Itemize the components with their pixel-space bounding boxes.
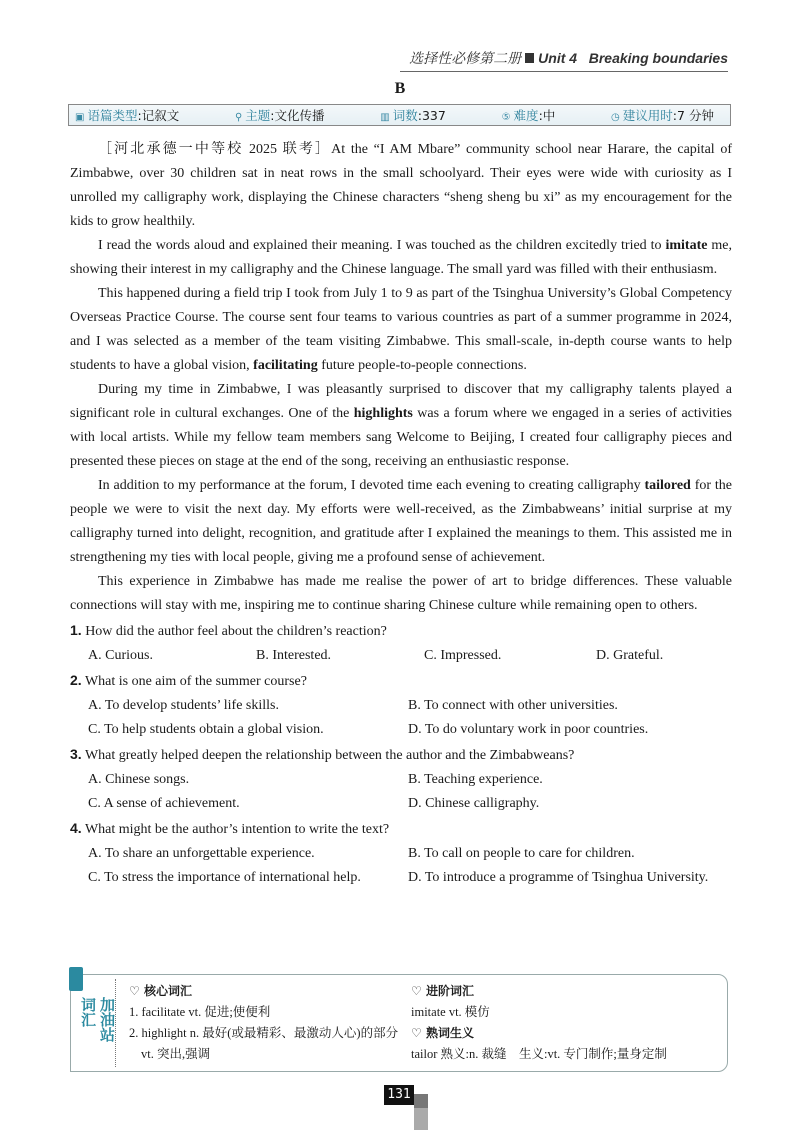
text: for the people we were to visit the next day. My efforts were well-received, as the Zimbabweans’ initial surprise at my calligraphy turned into delight, recognition, and gratitude after I explained the meanings to them. This assisted me in strengthening my ties with local people, giving me a profound sense of achievement. — [70, 478, 732, 565]
text: This experience in Zimbabwe has made me realise the power of art to bridge differences. These valuable connections will stay with me, inspiring me to continue sharing Chinese culture while remaining open to others. — [70, 574, 732, 613]
option: A. To develop students’ life skills. — [88, 698, 279, 713]
familiar-title: 熟词生义 — [425, 1026, 474, 1040]
info-value: 7 分钟 — [677, 108, 714, 123]
text: ［河北承德一中等校 2025 联考］At the “I AM Mbare” community school near Harare, the capital of Zimbabwe, over 30 children sat in neat rows in the small schoolyard. Their eyes were wide with curiosity as I unrolled my calligraphy work, displaying the Chinese characters “sheng sheng bu xi” as my encouragement for the kids to grow healthily. — [70, 142, 732, 229]
paragraph — [70, 234, 732, 282]
option: B. Interested. — [256, 648, 332, 663]
text: future people-to-people connections. — [317, 358, 527, 373]
bookmark-icon — [69, 967, 83, 991]
text: was a forum where we engaged in a series of activities with local artists. While my fellow team members sang Welcome to Beijing, I created four calligraphy pieces and presented these pieces on stage at the end of the song, receiving an enthusiastic response. — [70, 406, 732, 469]
heart-icon: ♡ — [411, 1026, 426, 1040]
question-number: 4. — [70, 820, 82, 836]
option: C. To stress the importance of international help. — [88, 870, 361, 885]
text: me, showing their interest in my calligraphy and the Chinese language. The small yard was filled with their enthusiasm. — [70, 238, 733, 277]
option: A. Curious. — [88, 648, 153, 663]
option: D. Chinese calligraphy. — [408, 796, 540, 811]
running-header — [400, 48, 728, 72]
info-value: 记叙文 — [141, 108, 180, 123]
core-title: 核心词汇 — [143, 984, 192, 998]
question-number: 1. — [70, 622, 82, 638]
divider — [115, 979, 116, 1067]
core-vocab — [129, 981, 398, 1065]
options — [70, 644, 732, 668]
text: In addition to my performance at the forum, I devoted time each evening to creating calligraphy — [98, 478, 645, 493]
question — [70, 668, 732, 694]
option: A. To share an unforgettable experience. — [88, 846, 315, 861]
heart-icon: ♡ — [129, 984, 144, 998]
info-item: ⚲ 主题:文化传播 — [234, 108, 325, 123]
passage — [70, 138, 732, 890]
option: B. To connect with other universities. — [408, 698, 618, 713]
option: C. Impressed. — [424, 648, 502, 663]
info-value: 文化传播 — [274, 108, 325, 123]
info-item: ▣ 语篇类型:记叙文 — [75, 108, 180, 123]
question — [70, 742, 732, 768]
info-bar — [68, 104, 731, 126]
question-number: 3. — [70, 746, 82, 762]
highlight-word: imitate — [665, 238, 708, 253]
text: This happened during a field trip I took from July 1 to 9 as part of the Tsinghua University’s Global Competency Overseas Practice Course. The course sent four teams to various countries as part of a summer programme in 2024, and I was selected as a member of the team visiting Zimbabwe. This small-scale, in-depth course wants to help students to have a global vision, — [70, 286, 732, 373]
page-deco — [414, 1094, 428, 1108]
clock-icon: ◷ — [611, 112, 620, 123]
option: D. Grateful. — [596, 648, 664, 663]
search-icon: ⚲ — [234, 112, 243, 123]
highlight-word: tailored — [644, 478, 691, 493]
options — [70, 842, 732, 890]
question — [70, 816, 732, 842]
option: D. To do voluntary work in poor countries. — [408, 722, 649, 737]
unit-title: Breaking boundaries — [588, 50, 728, 66]
book-name: 选择性必修第二册 — [409, 50, 522, 66]
side-title-1: 词汇 — [79, 997, 97, 1027]
paragraph — [70, 138, 732, 234]
vocab-item: imitate vt. 模仿 — [411, 1005, 490, 1019]
text: During my time in Zimbabwe, I was pleasantly surprised to discover that my calligraphy talents played a significant role in cultural exchanges. One of the — [70, 382, 732, 421]
info-value: 337 — [421, 108, 446, 123]
paragraph — [70, 282, 732, 378]
option: D. To introduce a programme of Tsinghua University. — [408, 870, 709, 885]
side-title-2: 加油站 — [98, 997, 116, 1042]
question-number: 2. — [70, 672, 82, 688]
question-text: What might be the author’s intention to write the text? — [84, 822, 390, 837]
advanced-vocab — [411, 981, 667, 1065]
info-label: 建议用时 — [622, 108, 673, 123]
vocab-box — [70, 974, 728, 1072]
info-item: ▥ 词数:337 — [380, 108, 446, 123]
paragraph — [70, 378, 732, 474]
question-text: What is one aim of the summer course? — [84, 674, 307, 689]
info-label: 词数 — [392, 108, 418, 123]
info-label: 难度 — [513, 108, 539, 123]
text: I read the words aloud and explained their meaning. I was touched as the children excitedly tried to — [98, 238, 666, 253]
option: C. A sense of achievement. — [88, 796, 240, 811]
vocab-item: 1. facilitate vt. 促进;使便利 — [129, 1005, 271, 1019]
option: C. To help students obtain a global vision. — [88, 722, 324, 737]
highlight-word: facilitating — [253, 358, 318, 373]
options — [70, 694, 732, 742]
option: B. To call on people to care for children. — [408, 846, 635, 861]
question-text: How did the author feel about the children’s reaction? — [85, 624, 387, 639]
difficulty-icon: ⑤ — [501, 112, 511, 123]
page-number: 131 — [384, 1085, 414, 1105]
count-icon: ▥ — [380, 112, 390, 123]
vocab-item: tailor 熟义:n. 裁缝 生义:vt. 专门制作;量身定制 — [411, 1047, 667, 1061]
info-item: ⑤ 难度:中 — [501, 108, 556, 123]
section-label: B — [394, 80, 406, 97]
document-icon: ▣ — [75, 112, 85, 123]
info-label: 主题 — [245, 108, 271, 123]
info-value: 中 — [542, 108, 556, 123]
options — [70, 768, 732, 816]
question — [70, 618, 732, 644]
vocab-side-title — [79, 997, 115, 1042]
vocab-item: 2. highlight n. 最好(或最精彩、最激动人心)的部分 — [129, 1026, 399, 1040]
paragraph — [70, 570, 732, 618]
square-icon — [525, 53, 534, 63]
info-label: 语篇类型 — [87, 108, 138, 123]
question-text: What greatly helped deepen the relationship between the author and the Zimbabweans? — [84, 748, 575, 763]
adv-title: 进阶词汇 — [425, 984, 474, 998]
highlight-word: highlights — [353, 406, 413, 421]
paragraph — [70, 474, 732, 570]
option: A. Chinese songs. — [88, 772, 190, 787]
heart-icon: ♡ — [411, 984, 426, 998]
info-item: ◷ 建议用时:7 分钟 — [611, 108, 714, 123]
vocab-item: vt. 突出,强调 — [141, 1047, 211, 1061]
page-deco — [414, 1108, 428, 1130]
unit-label: Unit 4 — [538, 50, 578, 66]
option: B. Teaching experience. — [408, 772, 543, 787]
